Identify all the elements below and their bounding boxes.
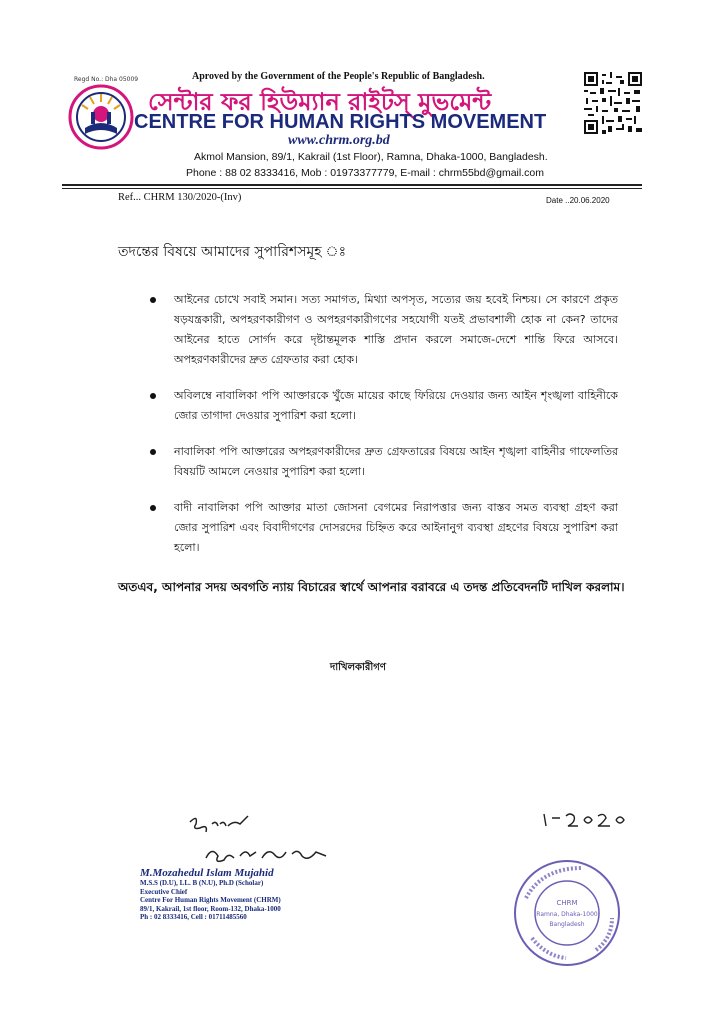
- org-name-english: CENTRE FOR HUMAN RIGHTS MOVEMENT: [134, 111, 547, 133]
- submitted-by-label: দাখিলকারীগণ: [330, 662, 386, 673]
- signer-degrees: M.S.S (D.U), LL. B (N.U), Ph.D (Scholar): [140, 879, 264, 887]
- registration-number: Regd No.: Dha 05009: [74, 76, 139, 83]
- recommendation-text: অবিলম্বে নাবালিকা পপি আক্তারকে খুঁজে মায়ের কাছে ফিরিয়ে দেওয়ার জন্য আইন শৃংঙ্খলা বাহিনীকে জোর তাগাদা দেওয়ার সুপারিশ করা হলো।: [174, 389, 618, 422]
- signer-phone: Ph : 02 8333416, Cell : 01711485560: [140, 913, 247, 921]
- recommendations-heading: তদন্তের বিষয়ে আমাদের সুপারিশসমূহ ঃ: [118, 244, 347, 260]
- list-item: [150, 290, 618, 370]
- approval-line: Aproved by the Government of the People's Republic of Bangladesh.: [192, 71, 485, 82]
- list-item: [150, 386, 618, 426]
- signer-name: M.Mozahedul Islam Mujahid: [140, 867, 274, 879]
- handwritten-date-mark: [540, 808, 630, 830]
- org-address: Akmol Mansion, 89/1, Kakrail (1st Floor), Ramna, Dhaka-1000, Bangladesh.: [194, 151, 548, 163]
- org-name-bangla: সেন্টার ফর হিউম্যান রাইটস্ মুভমেন্ট: [148, 88, 492, 116]
- svg-text:CHRM: CHRM: [556, 899, 578, 907]
- qr-code-icon: [584, 72, 642, 134]
- recommendation-text: বাদী নাবালিকা পপি আক্তার মাতা জোসনা বেগমের নিরাপত্তার জন্য বাস্তব সমত ব্যবস্থা গ্রহণ করা জোর সুপারিশ এবং বিবাদীগণের দোসরদের চিহ্নিত করে আইনানুগ ব্যবস্থা গ্রহণের বিষয়ে সুপারিশ করা হলো।: [174, 501, 618, 554]
- reference-number: Ref... CHRM 130/2020-(Inv): [118, 192, 242, 203]
- bullet-icon: [150, 449, 156, 455]
- signer-address: 89/1, Kakrail, 1st floor, Room-132, Dhaka-1000: [140, 904, 281, 913]
- svg-text:Ramna, Dhaka-1000: Ramna, Dhaka-1000: [536, 911, 598, 918]
- list-item: [150, 498, 618, 558]
- signer-org: Centre For Human Rights Movement (CHRM): [140, 896, 281, 904]
- list-item: [150, 442, 618, 482]
- header-divider: [62, 184, 642, 186]
- svg-text:Bangladesh: Bangladesh: [549, 921, 585, 928]
- recommendation-text: নাবালিকা পপি আক্তারের অপহরণকারীদের দ্রুত গ্রেফতারের বিষয়ে আইন শৃঙ্খলা বাহিনীর গাফেলতির বিষয়টি আমলে নেওয়ার সুপারিশ করা হলো।: [174, 445, 618, 478]
- letter-date: Date ..20.06.2020: [546, 196, 610, 205]
- recommendation-text: আইনের চোখে সবাই সমান। সত্য সমাগত, মিথ্যা অপসৃত, সত্যের জয় হবেই নিশ্চয়। সে কারণে প্রকৃত ষড়যন্ত্রকারী, অপহরণকারীগণ ও অপহরণকারীগণের সহযোগী যতই প্রভাবশালী হোক না কেন? তাদের আইনের হাতে সোর্গদ করে দৃষ্টান্তমূলক শাস্তি প্রদান করলে সমাজে-দেশে শান্তি ফিরে আসবে। অপহরণকারীদের দ্রুত গ্রেফতার করা হোক।: [174, 293, 618, 366]
- closing-paragraph: অতএব, আপনার সদয় অবগতি ন্যায় বিচারের স্বার্থে আপনার বরাবরে এ তদন্ত প্রতিবেদনটি দাখিল করলাম।: [118, 580, 625, 594]
- recommendations-list: [150, 290, 618, 574]
- org-contact: Phone : 88 02 8333416, Mob : 01973377779, E-mail : chrm55bd@gmail.com: [186, 167, 544, 179]
- website-link[interactable]: www.chrm.org.bd: [288, 133, 390, 148]
- header-divider-thin: [62, 188, 642, 189]
- bullet-icon: [150, 393, 156, 399]
- bullet-icon: [150, 505, 156, 511]
- bullet-icon: [150, 297, 156, 303]
- signer-title: Executive Chief: [140, 887, 188, 896]
- organization-seal: [512, 858, 622, 968]
- signer-block: [140, 867, 360, 922]
- chrm-logo: [68, 84, 134, 150]
